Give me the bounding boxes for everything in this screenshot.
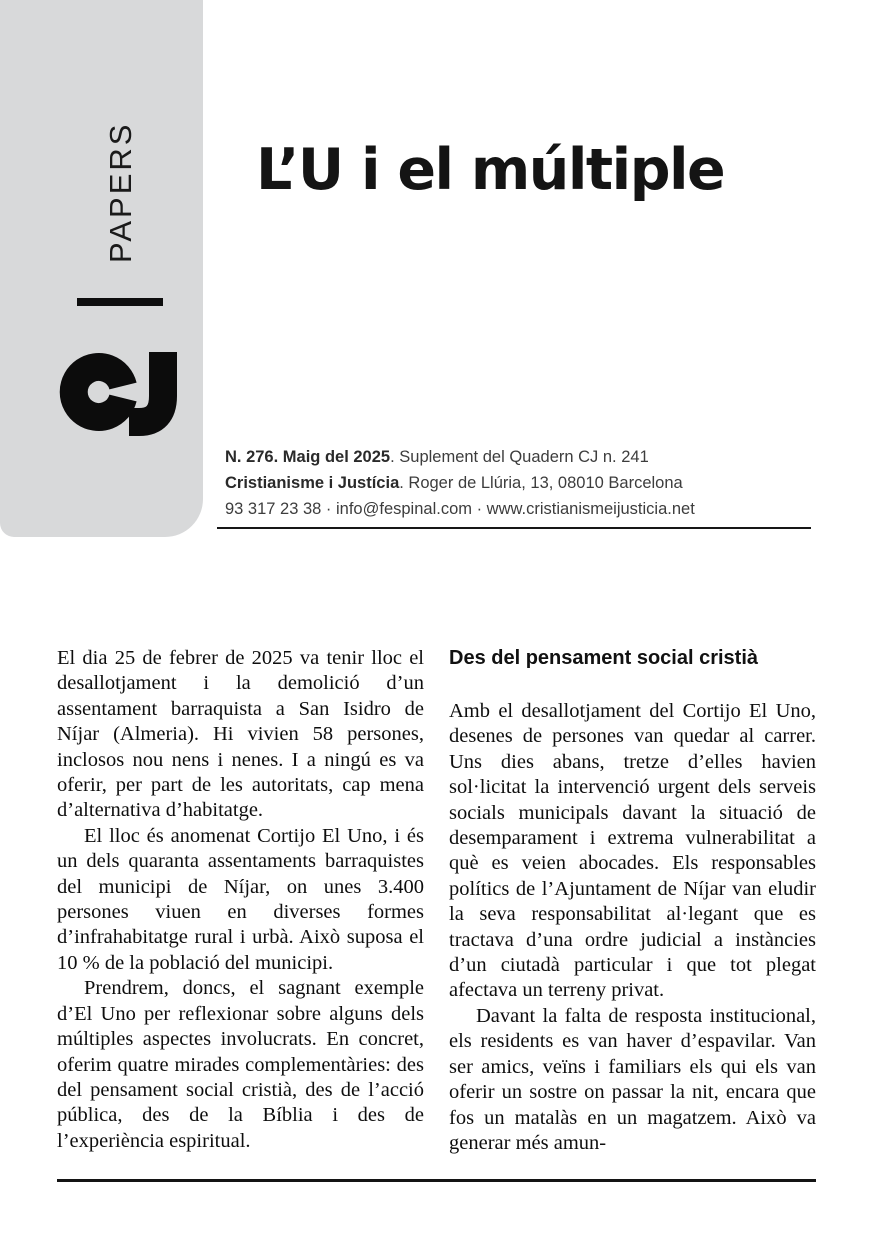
issue-number: N. 276. Maig del 2025 — [225, 448, 391, 466]
masthead — [225, 444, 695, 522]
paragraph: Prendrem, doncs, el sagnant exemple d’El Uno per reflexionar sobre alguns dels múltiples aspectes involucrats. En concret, oferim quatre mirades complementàries: des del pensament social cristià, des de l’acció pública, des de la Bíblia i des de l’experiència espiritual. — [57, 977, 424, 1152]
publisher-address: . Roger de Llúria, 13, 08010 Barcelona — [399, 474, 683, 492]
masthead-line-issue — [225, 444, 695, 470]
article-body — [57, 646, 816, 1156]
papers-vertical-label: PAPERS — [103, 121, 138, 263]
publisher-name: Cristianisme i Justícia — [225, 474, 400, 492]
left-column — [57, 646, 424, 1156]
paragraph: El dia 25 de febrer de 2025 va tenir lloc el desallotjament i la demolició d’un assentament barraquista a San Isidro de Níjar (Almeria). Hi vivien 58 persones, inclosos nou nens i nenes. I a ningú es va oferir, per part de les autoritats, cap mena d’alternativa d’habitatge. — [57, 647, 424, 822]
right-column — [449, 646, 816, 1156]
masthead-line-contact: 93 317 23 38 · info@fespinal.com · www.cristianismeijusticia.net — [225, 500, 695, 518]
paragraph: Amb el desallotjament del Cortijo El Uno, desenes de persones van quedar al carrer. Uns dies abans, tretze d’elles havien sol·licitat la intervenció urgent dels serveis socials municipals davant la situació de desemparament i extrema vulnerabilitat a què es veien abocades. Els responsables polítics de l’Ajuntament de Níjar van eludir la seva responsabilitat al·legant que es tractava d’una ordre judicial a instàncies d’un ciutadà particular i que tot plegat afectava un terreny privat. — [449, 700, 816, 1002]
section-heading: Des del pensament social cristià — [449, 647, 759, 669]
footer-divider-line — [57, 1179, 816, 1182]
cj-logo-icon — [59, 352, 179, 443]
paragraph: El lloc és anomenat Cortijo El Uno, i és un dels quaranta assentaments barraquistes del municipi de Níjar, on unes 3.400 persones viuen en diverses formes d’infrahabitatge rural i urbà. Això suposa el 10 % de la població del municipi. — [57, 824, 424, 974]
page-title: L’U i el múltiple — [256, 137, 725, 204]
brand-panel — [0, 0, 203, 537]
paragraph: Davant la falta de resposta institucional, els residents es van haver d’espavilar. Van ser amics, veïns i familiars els qui els van oferir un sostre on passar la nit, encara que fos un matalàs en un magatzem. Això va generar més amun- — [449, 1004, 816, 1154]
brand-divider-bar — [77, 298, 163, 306]
masthead-divider-line — [217, 527, 811, 529]
masthead-line-publisher — [225, 470, 695, 496]
issue-supplement: . Suplement del Quadern CJ n. 241 — [390, 448, 649, 466]
